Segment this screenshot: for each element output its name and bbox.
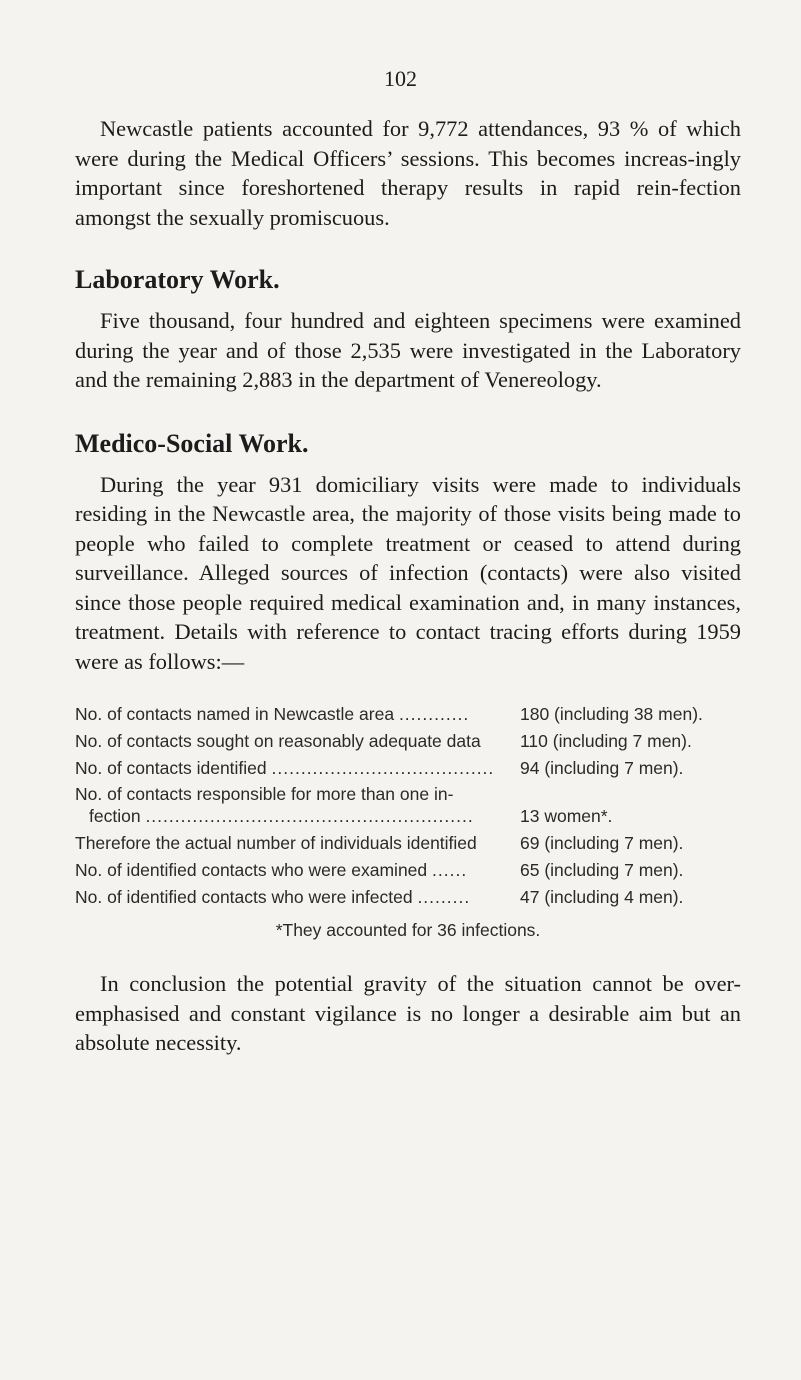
- row-label: fection: [89, 806, 141, 826]
- row-value: 13 women*.: [520, 806, 613, 826]
- footnote: *They accounted for 36 infections.: [275, 920, 541, 940]
- page-number: 102: [384, 66, 417, 91]
- medico-social-paragraph: During the year 931 domiciliary visits were made to individuals residing in the Newcastle area, the majority of those visits being made to people who failed to complete treatment or ceased to attend during surveillance. Alleged sources of infection (contacts) were also visited since those people required medical examination and, in many instances, treatment. Details with reference to contact tracing efforts during 1959 were as follows:—: [75, 471, 741, 674]
- row-value: 47 (including 4 men).: [520, 887, 684, 907]
- row-label: No. of identified contacts who were infected: [75, 887, 413, 907]
- row-label: No. of contacts sought on reasonably adequate data: [75, 731, 481, 751]
- intro-paragraph: Newcastle patients accounted for 9,772 attendances, 93 % of which were during the Medical Officers’ sessions. This becomes increas-ingly important since foreshortened therapy results in rapid rein-fection amongst the sexually promiscuous.: [75, 116, 741, 230]
- leader-dots: .........: [417, 887, 471, 907]
- table-row: [75, 779, 755, 827]
- row-label: No. of identified contacts who were examined: [75, 860, 428, 880]
- table-row: [75, 752, 755, 779]
- table-row: [75, 827, 755, 854]
- row-value: 180 (including 38 men).: [520, 704, 703, 724]
- row-value: 110 (including 7 men).: [520, 731, 692, 751]
- leader-dots: ......................................: [271, 758, 495, 778]
- row-label: No. of contacts identified: [75, 758, 267, 778]
- table-row: [75, 725, 755, 752]
- table-row: [75, 698, 755, 725]
- conclusion-paragraph: In conclusion the potential gravity of the situation cannot be over-emphasised and constant vigilance is no longer a desirable aim but an absolute necessity.: [75, 971, 741, 1055]
- table-row: [75, 854, 755, 881]
- medico-social-heading: Medico-Social Work.: [75, 428, 309, 458]
- leader-dots: ............: [398, 704, 470, 724]
- leader-dots: ......: [432, 860, 468, 880]
- row-label: Therefore the actual number of individuals identified: [75, 833, 477, 853]
- row-label-line1: No. of contacts responsible for more than one in-: [75, 784, 454, 804]
- row-value: 65 (including 7 men).: [520, 860, 684, 880]
- leader-dots: ........................................................: [145, 806, 474, 826]
- laboratory-heading: Laboratory Work.: [75, 265, 280, 294]
- row-label: No. of contacts named in Newcastle area: [75, 704, 395, 724]
- table-row: [75, 881, 755, 908]
- row-value: 69 (including 7 men).: [520, 833, 684, 853]
- contacts-table: [75, 698, 755, 908]
- laboratory-paragraph: Five thousand, four hundred and eighteen specimens were examined during the year and of those 2,535 were investigated in the Laboratory and the remaining 2,883 in the department of Venereology.: [75, 308, 741, 392]
- page-content: [75, 114, 741, 1058]
- row-value: 94 (including 7 men).: [520, 758, 684, 778]
